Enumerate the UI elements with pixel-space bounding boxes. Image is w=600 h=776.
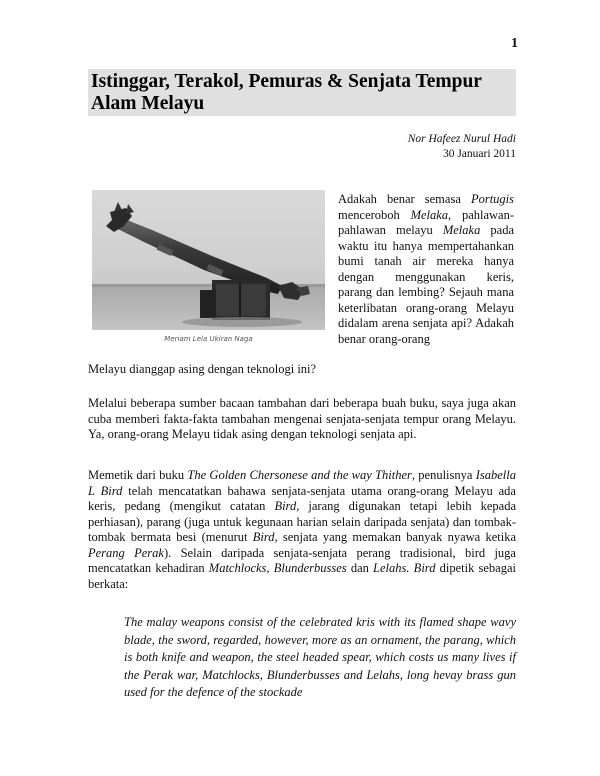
title-banner [88, 69, 516, 116]
term-melaka: Melaka [410, 207, 449, 222]
cannon-photo [92, 190, 325, 330]
block-quote: The malay weapons consist of the celebrated kris with its flamed shape wavy blade, the sword, regarded, however, more as an ornament, the parang, which is both knife and weapon, the steel headed spear, which costs us many lives if the Perak war, Matchlocks, Blunderbusses and Lelahs, long hevay brass gun used for the defence of the stockade [124, 615, 516, 699]
term-portugis: Portugis [470, 192, 514, 206]
intro-paragraph-continuation: Melayu dianggap asing dengan teknologi ini? [88, 362, 317, 376]
author-ref: Isabella L Bird [88, 468, 516, 498]
book-title: The Golden Chersonese and the way Thither [187, 468, 412, 482]
term-melaka: Melaka [442, 223, 481, 237]
byline [408, 132, 516, 162]
author-name: Nor Hafeez Nurul Hadi [407, 133, 516, 145]
page-number: 1 [511, 36, 518, 51]
publish-date: 30 Januari 2011 [442, 148, 516, 160]
paragraph-2: Melalui beberapa sumber bacaan tambahan dari beberapa buah buku, saya juga akan cuba memberi fakta-fakta tambahan mengenai senjata-senjata tempur orang Melayu. Ya, orang-orang Melayu tidak asing dengan teknologi senjata api. [88, 396, 516, 441]
intro-paragraph: Adakah benar semasa Portugis menceroboh Melaka, pahlawan-pahlawan melayu Melaka pada waktu itu hanya mempertahankan bumi tanah air mereka hanya dengan menggunakan keris, parang dan lembing? Sejauh mana keterlibatan orang-orang Melayu didalam arena senjata api? Adakah benar orang-orang [338, 192, 515, 346]
paragraph-3: Memetik dari buku The Golden Chersonese and the way Thither, penulisnya Isabella L Bird telah mencatatkan bahawa senjata-senjata utama orang-orang Melayu ada keris, pedang (mengikut catatan Bird, jarang digunakan tetapi lebih kepada perhiasan), parang (juga untuk kegunaan harian selain daripada senjata) dan tombak-tombak bermata besi (menurut Bird, senjata yang memakan banyak nyawa ketika Perang Perak). Selain daripada senjata-senjata perang tradisional, bird juga mencatatkan kehadiran Matchlocks, Blunderbusses dan Lelahs. Bird dipetik sebagai berkata: [88, 468, 517, 591]
figure-caption: Meriam Lela Ukiran Naga [164, 335, 253, 343]
page-title: Istinggar, Terakol, Pemuras & Senjata Tempur Alam Melayu [91, 71, 482, 114]
figure [92, 190, 325, 343]
term-perang-perak: Perang Perak [88, 545, 164, 560]
